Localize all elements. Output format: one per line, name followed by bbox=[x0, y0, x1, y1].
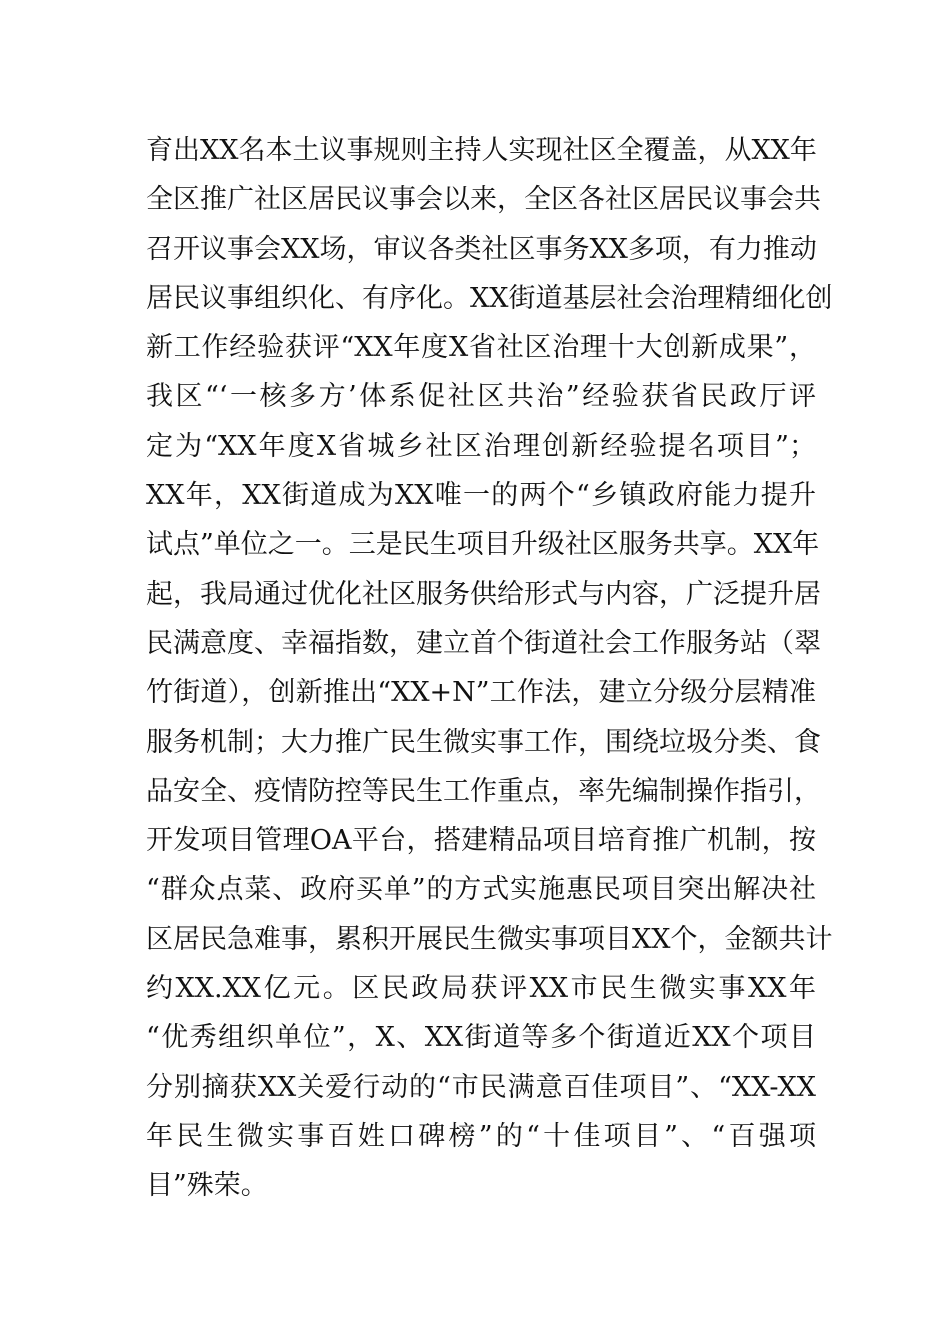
body-paragraph bbox=[146, 126, 833, 1211]
text-line: 开发项目管理OA平台，搭建精品项目培育推广机制，按 bbox=[146, 825, 816, 857]
text-line: 召开议事会XX场，审议各类社区事务XX多项，有力推动 bbox=[146, 233, 817, 265]
text-line: 定为“XX年度X省城乡社区治理创新经验提名项目”； bbox=[146, 430, 816, 462]
text-line: “群众点菜、政府买单”的方式实施惠民项目突出解决社 bbox=[146, 874, 816, 906]
text-line: 起，我局通过优化社区服务供给形式与内容，广泛提升居 bbox=[146, 578, 821, 610]
text-line: 年民生微实事百姓口碑榜”的“十佳项目”、“百强项 bbox=[146, 1120, 816, 1152]
text-line: 服务机制；大力推广民生微实事工作，围绕垃圾分类、食 bbox=[146, 726, 821, 758]
text-line: 约XX.XX亿元。区民政局获评XX市民生微实事XX年 bbox=[146, 973, 816, 1005]
text-line: 品安全、疫情防控等民生工作重点，率先编制操作指引， bbox=[146, 775, 821, 807]
text-line: 我区“‘一核多方’体系促社区共治”经验获省民政厅评 bbox=[146, 381, 816, 413]
text-line: 育出XX名本土议事规则主持人实现社区全覆盖，从XX年 bbox=[146, 135, 817, 166]
text-line: 民满意度、幸福指数，建立首个街道社会工作服务站（翠 bbox=[146, 627, 821, 659]
text-line: 全区推广社区居民议事会以来，全区各社区居民议事会共 bbox=[146, 184, 821, 216]
text-line: 居民议事组织化、有序化。XX街道基层社会治理精细化创 bbox=[146, 282, 833, 314]
text-line: “优秀组织单位”，X、XX街道等多个街道近XX个项目 bbox=[146, 1022, 816, 1054]
text-line: 目”殊荣。 bbox=[146, 1170, 268, 1202]
text-line: XX年，XX街道成为XX唯一的两个“乡镇政府能力提升 bbox=[146, 480, 816, 512]
text-line: 分别摘获XX关爱行动的“市民满意百佳项目”、“XX-XX bbox=[146, 1071, 816, 1103]
text-line: 新工作经验获评“XX年度X省社区治理十大创新成果”， bbox=[146, 332, 816, 364]
text-line: 区居民急难事，累积开展民生微实事项目XX个，金额共计 bbox=[146, 923, 833, 955]
text-line: 试点”单位之一。三是民生项目升级社区服务共享。XX年 bbox=[146, 529, 820, 561]
text-line: 竹街道），创新推出“XX+N”工作法，建立分级分层精准 bbox=[146, 677, 816, 709]
